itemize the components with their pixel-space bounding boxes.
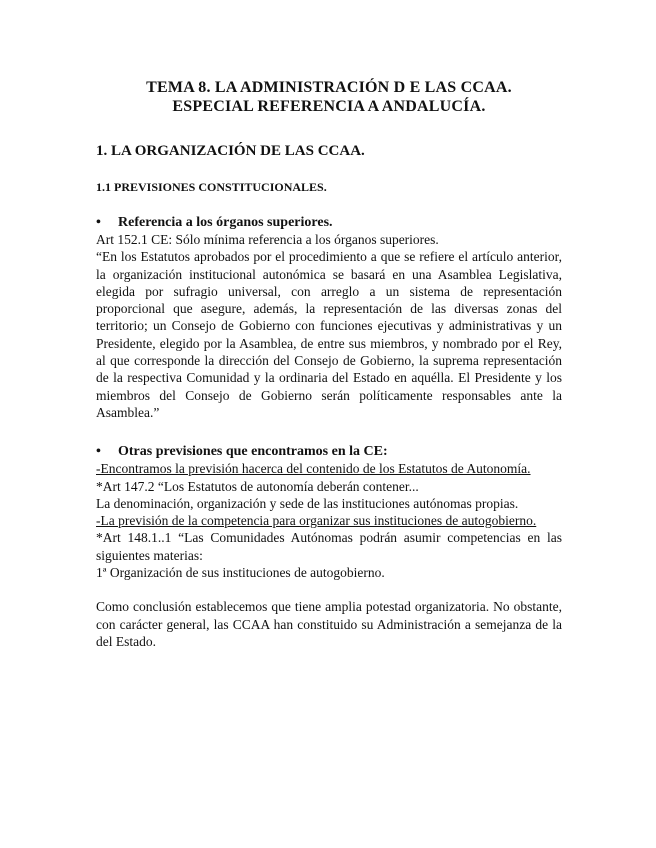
bullet-title: Referencia a los órganos superiores. <box>118 215 333 230</box>
paragraph: La denominación, organización y sede de las instituciones autónomas propias. <box>96 495 519 511</box>
article-reference: Art 152.1 CE: Sólo mínima referencia a los órganos superiores. <box>96 232 439 247</box>
section-heading: 1. LA ORGANIZACIÓN DE LAS CCAA. <box>96 143 365 159</box>
title-line-1: TEMA 8. LA ADMINISTRACIÓN D E LAS CCAA. <box>146 79 512 96</box>
title-line-2: ESPECIAL REFERENCIA A ANDALUCÍA. <box>172 98 486 115</box>
conclusion-paragraph: Como conclusión establecemos que tiene amplia potestad organizatoria. No obstante, con carácter general, las CCAA han constituido su Administración a semejanza de la del Estado. <box>96 599 562 649</box>
paragraph: *Art 147.2 “Los Estatutos de autonomía deberán contener... <box>96 478 419 494</box>
article-quote: “En los Estatutos aprobados por el procedimiento a que se refiere el artículo anterior, la organización institucional autonómica se basará en una Asamblea Legislativa, elegida por sufragio universal, con arreglo a un sistema de representación proporcional que asegure, además, la representación de las diversas zonas del territorio; un Consejo de Gobierno con funciones ejecutivas y administrativas y un Presidente, elegido por la Asamblea, de entre sus miembros, y nombrado por el Rey, al que corresponde la dirección del Consejo de Gobierno, la suprema representación de la respectiva Comunidad y la ordinaria del Estado en aquélla. El Presidente y los miembros del Consejo de Gobierno serán políticamente responsables ante la Asamblea.” <box>96 249 562 420</box>
bullet-icon: • <box>96 444 101 460</box>
document-page <box>96 78 562 650</box>
bullet-icon: • <box>96 215 101 230</box>
bullet-heading-2 <box>96 443 562 460</box>
paragraph: *Art 148.1..1 “Las Comunidades Autónomas podrán asumir competencias en las siguientes materias: <box>96 530 562 563</box>
spacer <box>96 581 562 598</box>
sub-heading: 1.1 PREVISIONES CONSTITUCIONALES. <box>96 180 327 194</box>
bullet-heading-1 <box>96 214 562 231</box>
paragraph-underlined: -La previsión de la competencia para organizar sus instituciones de autogobierno. <box>96 513 537 529</box>
paragraph-underlined: -Encontramos la previsión hacerca del contenido de los Estatutos de Autonomía. <box>96 461 531 477</box>
bullet-title: Otras previsiones que encontramos en la CE: <box>118 444 388 460</box>
paragraph: 1ª Organización de sus instituciones de autogobierno. <box>96 565 385 581</box>
